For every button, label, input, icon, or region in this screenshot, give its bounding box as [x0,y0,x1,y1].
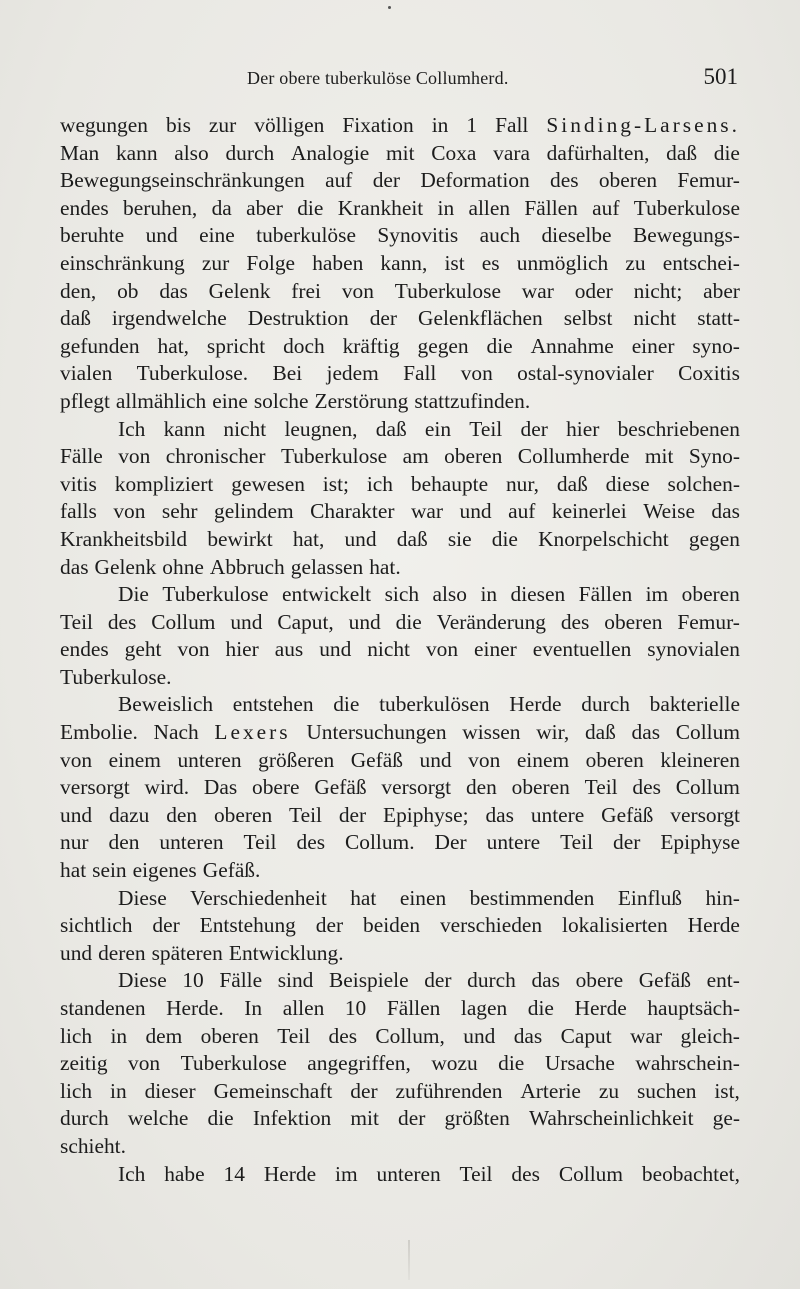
paragraph [60,691,740,884]
text-line: Diese Verschiedenheit hat einen bestimmenden Einfluß hin- [118,885,740,910]
text-line: endes beruhen, da aber die Krankheit in allen Fällen auf Tuberkulose [60,195,740,220]
text-line: und dazu den oberen Teil der Epiphyse; das untere Gefäß versorgt [60,802,740,827]
paragraph [60,885,740,968]
text-line: sichtlich der Entstehung der beiden verschieden lokalisierten Herde [60,913,740,938]
text-line: falls von sehr gelindem Charakter war und auf keinerlei Weise das [60,499,740,524]
running-title: Der obere tuberkulöse Collumherd. [247,68,509,88]
paragraph [60,581,740,691]
paragraph [60,112,740,416]
text-line: lich in dem oberen Teil des Collum, und das Caput war gleich- [60,1023,740,1048]
page-header [60,64,740,98]
text-line: von einem unteren größeren Gefäß und von einem oberen kleineren [60,747,740,772]
text-line: Diese 10 Fälle sind Beispiele der durch das obere Gefäß ent- [118,968,740,993]
page-number: 501 [703,64,738,89]
text-line: Ich habe 14 Herde im unteren Teil des Collum beobachtet, [118,1161,740,1186]
paragraph [60,416,740,582]
text-line: und deren späteren Entwicklung. [60,940,344,965]
text-line: versorgt wird. Das obere Gefäß versorgt den oberen Teil des Collum [60,775,740,800]
text-line: standenen Herde. In allen 10 Fällen lagen die Herde hauptsäch- [60,996,740,1020]
text-line: wegungen bis zur völligen Fixation in 1 Fall Sinding-Larsens. [60,113,740,137]
text-line: Bewegungseinschränkungen auf der Deformation des oberen Femur- [60,168,740,193]
text-line: vialen Tuberkulose. Bei jedem Fall von ostal-synovialer Coxitis [60,361,740,386]
text-line: das Gelenk ohne Abbruch gelassen hat. [60,554,401,579]
text-line: beruhte und eine tuberkulöse Synovitis auch dieselbe Bewegungs- [60,223,740,248]
text-line: Die Tuberkulose entwickelt sich also in diesen Fällen im oberen [118,582,740,607]
text-line: hat sein eigenes Gefäß. [60,858,261,883]
text-line: vitis kompliziert gewesen ist; ich behaupte nur, daß diese solchen- [60,471,740,496]
text-line: den, ob das Gelenk frei von Tuberkulose war oder nicht; aber [60,278,740,303]
text-line: Man kann also durch Analogie mit Coxa vara dafürhalten, daß die [60,140,740,165]
text-line: Beweislich entstehen die tuberkulösen Herde durch bakterielle [118,692,740,717]
text-line: gefunden hat, spricht doch kräftig gegen die Annahme einer syno- [60,333,740,358]
text-line: durch welche die Infektion mit der größten Wahrscheinlichkeit ge- [60,1106,740,1131]
text-line: Fälle von chronischer Tuberkulose am oberen Collumherde mit Syno- [60,444,740,469]
text-line: Teil des Collum und Caput, und die Veränderung des oberen Femur- [60,609,740,634]
text-line: pflegt allmählich eine solche Zerstörung stattzufinden. [60,388,531,413]
print-speck [388,6,391,9]
text-line: lich in dieser Gemeinschaft der zuführenden Arterie zu suchen ist, [60,1078,740,1103]
text-line: schieht. [60,1133,126,1158]
body-text [60,112,740,1188]
text-line: einschränkung zur Folge haben kann, ist es unmöglich zu entschei- [60,250,740,275]
text-line: nur den unteren Teil des Collum. Der untere Teil der Epiphyse [60,830,740,855]
text-line: Krankheitsbild bewirkt hat, und daß sie die Knorpelschicht gegen [60,526,740,551]
text-line: endes geht von hier aus und nicht von einer eventuellen synovialen [60,637,740,662]
paragraph [60,1161,740,1189]
text-line: Tuberkulose. [60,664,172,689]
text-line: zeitig von Tuberkulose angegriffen, wozu die Ursache wahrschein- [60,1051,740,1076]
text-line: Embolie. Nach Lexers Untersuchungen wissen wir, daß das Collum [60,720,740,745]
text-line: Ich kann nicht leugnen, daß ein Teil der hier beschriebenen [118,416,740,441]
paragraph [60,967,740,1160]
gutter-shadow [408,1240,410,1280]
text-line: daß irgendwelche Destruktion der Gelenkflächen selbst nicht statt- [60,306,740,331]
